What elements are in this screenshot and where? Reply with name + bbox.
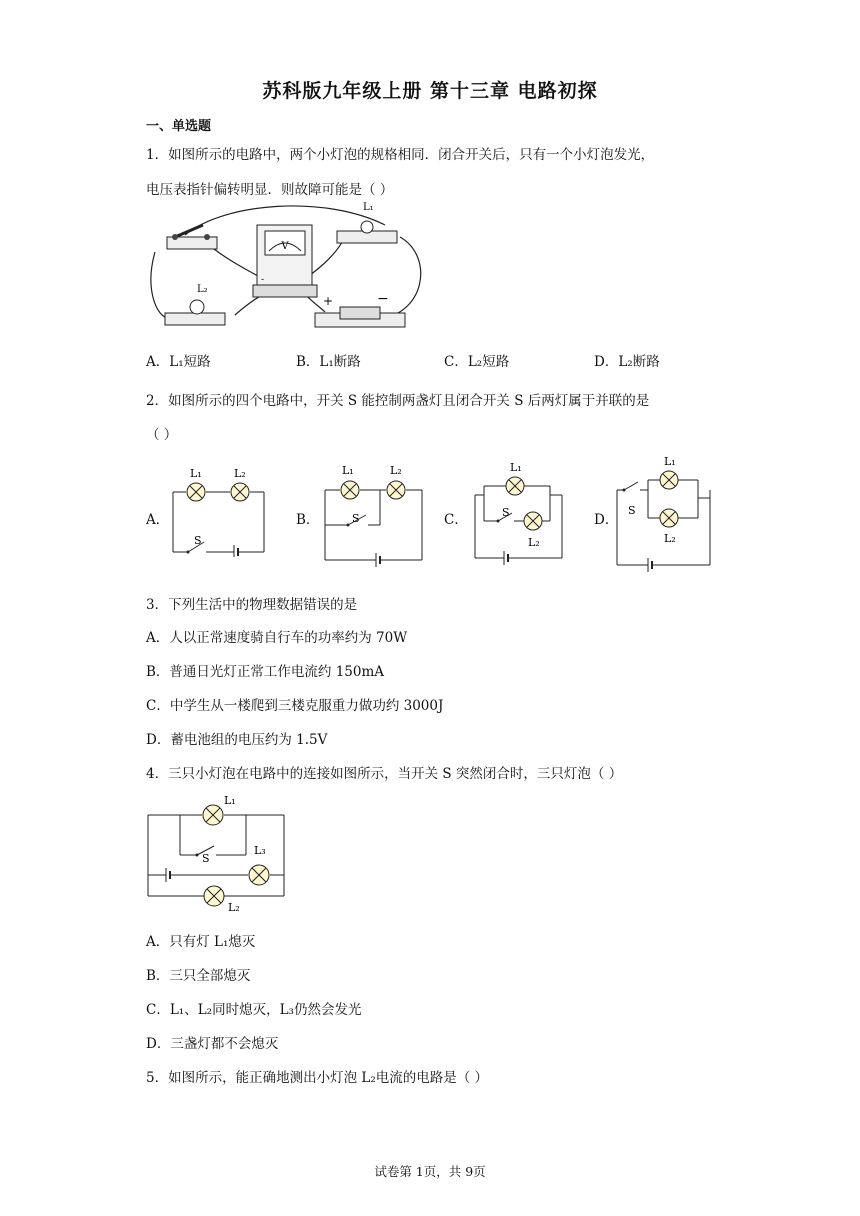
q1-circuit-figure <box>145 197 430 337</box>
q2-fig-d-letter[interactable]: D． <box>594 512 619 528</box>
q2d-l2-label: L₂ <box>664 532 676 545</box>
section-heading: 一、单选题 <box>146 119 212 134</box>
q2c-l1-label: L₁ <box>510 461 522 474</box>
q2c-s-label: S <box>502 506 510 519</box>
q2a-l1-label: L₁ <box>190 467 202 480</box>
q3-option-d[interactable]: D．蓄电池组的电压约为 1.5V <box>146 732 328 748</box>
q2b-l1-label: L₁ <box>342 464 354 477</box>
q2d-l1-label: L₁ <box>664 455 676 468</box>
q1-meter-label: V <box>281 241 289 252</box>
q2-circuit-a <box>168 462 270 557</box>
q2d-s-label: S <box>628 504 636 517</box>
q2-fig-b-letter[interactable]: B． <box>296 512 320 528</box>
q2-fig-c-letter[interactable]: C． <box>444 512 468 528</box>
svg-text:-: - <box>261 275 265 285</box>
q1-option-b[interactable]: B．L₁断路 <box>296 354 361 370</box>
q2-stem-line1: 2．如图所示的四个电路中，开关 S 能控制两盏灯且闭合开关 S 后两灯属于并联的是 <box>146 393 650 409</box>
q2-stem-line2: （ ） <box>146 427 178 443</box>
q1-option-d[interactable]: D．L₂断路 <box>594 354 660 370</box>
q1-option-c[interactable]: C．L₂短路 <box>444 354 510 370</box>
q2a-s-label: S <box>194 534 202 547</box>
q1-stem-line2: 电压表指针偏转明显．则故障可能是（ ） <box>146 182 394 198</box>
q2-circuit-b <box>320 460 430 572</box>
q2-fig-a-letter[interactable]: A． <box>146 512 170 528</box>
q1-l1-label: L₁ <box>363 202 374 213</box>
q1-stem-line1: 1．如图所示的电路中，两个小灯泡的规格相同．闭合开关后，只有一个小灯泡发光， <box>146 147 655 163</box>
q2a-l2-label: L₂ <box>234 467 246 480</box>
svg-text:−: − <box>377 291 389 307</box>
page-title: 苏科版九年级上册 第十三章 电路初探 <box>262 80 598 102</box>
page-footer: 试卷第 1页，共 9页 <box>374 1164 486 1179</box>
q3-option-a[interactable]: A．人以正常速度骑自行车的功率约为 70W <box>146 630 408 646</box>
q4-stem: 4．三只小灯泡在电路中的连接如图所示，当开关 S 突然闭合时，三只灯泡（ ） <box>146 766 623 782</box>
q4-s-label: S <box>202 852 210 865</box>
q1-l2-label: L₂ <box>197 284 208 295</box>
q4-l2-label: L₂ <box>228 901 240 914</box>
q2b-l2-label: L₂ <box>390 464 402 477</box>
q4-circuit-figure <box>142 790 292 915</box>
svg-text:+: + <box>323 294 334 308</box>
q2-circuit-c <box>470 458 570 573</box>
q4-option-c[interactable]: C．L₁、L₂同时熄灭，L₃仍然会发光 <box>146 1002 362 1018</box>
q3-option-c[interactable]: C．中学生从一楼爬到三楼克服重力做功约 3000J <box>146 698 444 714</box>
q4-option-b[interactable]: B．三只全部熄灭 <box>146 968 251 984</box>
q2-circuit-d <box>612 450 718 575</box>
q3-stem: 3．下列生活中的物理数据错误的是 <box>146 597 358 613</box>
q4-l3-label: L₃ <box>254 844 266 857</box>
q2c-l2-label: L₂ <box>528 536 540 549</box>
q4-option-d[interactable]: D．三盏灯都不会熄灭 <box>146 1036 279 1052</box>
q2b-s-label: S <box>352 512 360 525</box>
q4-option-a[interactable]: A．只有灯 L₁熄灭 <box>146 934 256 950</box>
q5-stem: 5．如图所示，能正确地测出小灯泡 L₂电流的电路是（ ） <box>146 1070 489 1086</box>
q4-l1-label: L₁ <box>224 794 236 807</box>
q3-option-b[interactable]: B．普通日光灯正常工作电流约 150mA <box>146 664 385 680</box>
q1-option-a[interactable]: A．L₁短路 <box>146 354 211 370</box>
